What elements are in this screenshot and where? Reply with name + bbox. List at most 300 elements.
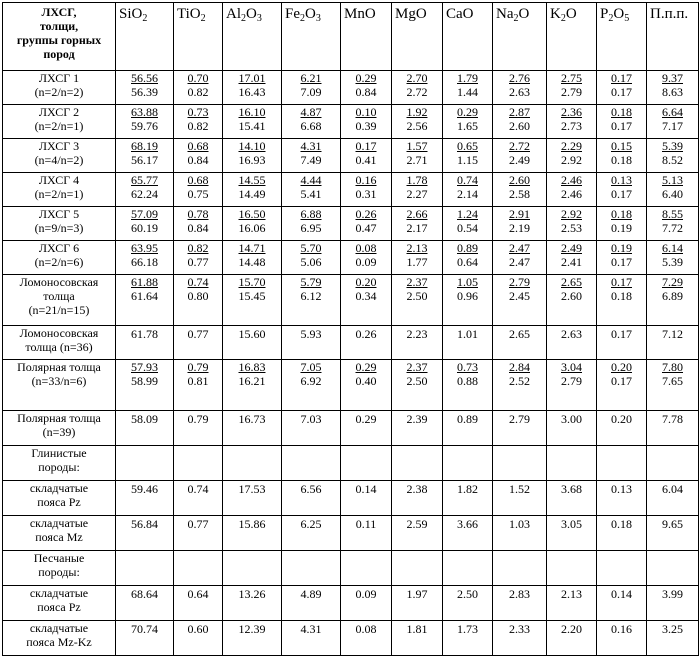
mean-value: 6.25 — [300, 517, 322, 531]
mean-value-underlined: 0.17 — [355, 139, 377, 153]
value-cell — [647, 481, 699, 516]
mean-value: 6.92 — [300, 374, 322, 388]
mean-value: 2.56 — [406, 119, 428, 133]
mean-value: 0.26 — [355, 327, 377, 341]
mean-value: 2.19 — [509, 221, 530, 235]
mean-value-underlined: 4.44 — [300, 173, 322, 187]
mean-value: 68.64 — [131, 587, 158, 601]
row-label — [3, 326, 116, 360]
mean-value-underlined: 2.65 — [561, 275, 582, 289]
mean-value: 0.14 — [355, 482, 377, 496]
mean-value: 16.73 — [238, 412, 266, 426]
mean-value: 2.60 — [561, 289, 582, 303]
value-cell — [647, 326, 699, 360]
value-cell — [282, 360, 341, 411]
row-label-line: (n=4/n=2) — [34, 153, 84, 167]
mean-value: 0.17 — [611, 374, 632, 388]
value-cell — [493, 621, 547, 656]
value-cell — [443, 411, 493, 446]
mean-value: 2.23 — [406, 327, 428, 341]
oxide-tail: O — [518, 6, 530, 22]
header-row — [3, 3, 699, 71]
mean-value-underlined: 1.57 — [406, 139, 428, 153]
mean-value: 0.81 — [187, 374, 209, 388]
value-cell — [493, 551, 547, 586]
oxide-subscript: 5 — [624, 13, 630, 24]
mean-value: 2.13 — [561, 587, 582, 601]
mean-value-underlined: 0.15 — [611, 139, 632, 153]
mean-value-underlined: 16.50 — [238, 207, 266, 221]
value-cell — [647, 275, 699, 326]
row-label-line: ЛХСГ 4 — [38, 173, 80, 187]
mean-value: 15.60 — [238, 327, 266, 341]
mean-value: 0.31 — [355, 187, 377, 201]
mean-value: 3.00 — [561, 412, 582, 426]
value-cell — [282, 71, 341, 105]
oxide-column-header — [282, 3, 341, 71]
mean-value: 0.84 — [187, 221, 209, 235]
table-row — [3, 446, 699, 481]
row-label-line: толща (n=36) — [25, 340, 93, 354]
mean-value-underlined: 8.55 — [662, 207, 683, 221]
mean-value: 1.82 — [457, 482, 478, 496]
row-label — [3, 105, 116, 139]
value-cell — [341, 621, 392, 656]
mean-value-underlined: 1.78 — [406, 173, 428, 187]
value-cell — [223, 586, 282, 621]
row-label-line: ЛХСГ 3 — [38, 139, 80, 153]
value-cell — [547, 173, 597, 207]
value-cell — [341, 326, 392, 360]
value-cell — [493, 139, 547, 173]
mean-value-underlined: 2.91 — [509, 207, 530, 221]
mean-value: 7.12 — [662, 327, 683, 341]
row-label — [3, 481, 116, 516]
table-row — [3, 105, 699, 139]
mean-value-underlined: 5.79 — [300, 275, 322, 289]
mean-value: 1.77 — [406, 255, 428, 269]
oxide-subscript: 2 — [200, 13, 206, 24]
value-cell — [282, 411, 341, 446]
mean-value-underlined: 0.29 — [355, 360, 377, 374]
value-cell — [174, 446, 223, 481]
mean-value: 6.12 — [300, 289, 322, 303]
value-cell — [392, 621, 443, 656]
value-cell — [282, 105, 341, 139]
value-cell — [174, 411, 223, 446]
mean-value-underlined: 1.79 — [457, 71, 478, 85]
value-cell — [547, 481, 597, 516]
mean-value-underlined: 2.92 — [561, 207, 582, 221]
value-cell — [341, 71, 392, 105]
mean-value: 0.64 — [457, 255, 478, 269]
row-label-line: складчатые — [29, 481, 89, 495]
mean-value-underlined: 1.24 — [457, 207, 478, 221]
mean-value: 2.33 — [509, 622, 530, 636]
oxide-column-header — [443, 3, 493, 71]
mean-value: 1.81 — [406, 622, 428, 636]
value-cell — [341, 551, 392, 586]
oxide-column-header — [647, 3, 699, 71]
value-cell — [116, 207, 174, 241]
mean-value: 5.39 — [662, 255, 683, 269]
row-label-line: (n=2/n=1) — [34, 119, 84, 133]
mean-value-underlined: 2.79 — [509, 275, 530, 289]
row-label-line: (n=21/n=15) — [28, 303, 90, 317]
table-row — [3, 139, 699, 173]
value-cell — [116, 241, 174, 275]
row-label-line: толща — [43, 289, 75, 303]
mean-value: 14.49 — [238, 187, 266, 201]
value-cell — [392, 326, 443, 360]
value-cell — [341, 105, 392, 139]
mean-value-underlined: 17.01 — [238, 71, 266, 85]
value-cell — [174, 173, 223, 207]
oxide-base: MnO — [344, 6, 376, 22]
mean-value-underlined: 65.77 — [131, 173, 158, 187]
value-cell — [341, 139, 392, 173]
oxide-composition-table — [2, 2, 699, 656]
value-cell — [282, 241, 341, 275]
row-label-line: (n=9/n=3) — [34, 221, 84, 235]
value-cell — [174, 207, 223, 241]
mean-value: 6.56 — [300, 482, 322, 496]
value-cell — [341, 360, 392, 411]
mean-value: 0.89 — [457, 412, 478, 426]
value-cell — [647, 139, 699, 173]
mean-value: 2.65 — [509, 327, 530, 341]
mean-value-underlined: 2.75 — [561, 71, 582, 85]
mean-value-underlined: 57.93 — [131, 360, 158, 374]
value-cell — [647, 241, 699, 275]
table-row — [3, 173, 699, 207]
mean-value-underlined: 0.73 — [457, 360, 478, 374]
mean-value: 2.45 — [509, 289, 530, 303]
row-label — [3, 207, 116, 241]
mean-value-underlined: 0.17 — [611, 275, 632, 289]
mean-value: 0.20 — [611, 412, 632, 426]
mean-value-underlined: 0.10 — [355, 105, 377, 119]
mean-value: 0.17 — [611, 255, 632, 269]
table-row — [3, 241, 699, 275]
oxide-base: Al — [226, 6, 241, 22]
mean-value: 58.09 — [131, 412, 158, 426]
mean-value: 0.96 — [457, 289, 478, 303]
mean-value: 0.29 — [355, 412, 377, 426]
value-cell — [597, 241, 647, 275]
value-cell — [223, 139, 282, 173]
value-cell — [223, 173, 282, 207]
mean-value-underlined: 3.04 — [561, 360, 582, 374]
value-cell — [597, 551, 647, 586]
oxide-tail: O — [305, 6, 316, 22]
mean-value: 70.74 — [131, 622, 158, 636]
mean-value: 7.49 — [300, 153, 322, 167]
mean-value: 2.46 — [561, 187, 582, 201]
value-cell — [547, 360, 597, 411]
mean-value-underlined: 0.08 — [355, 241, 377, 255]
value-cell — [282, 207, 341, 241]
mean-value: 0.60 — [187, 622, 209, 636]
mean-value-underlined: 57.09 — [131, 207, 158, 221]
mean-value: 2.41 — [561, 255, 582, 269]
value-cell — [597, 621, 647, 656]
table-row — [3, 551, 699, 586]
mean-value-underlined: 5.70 — [300, 241, 322, 255]
mean-value-underlined: 0.17 — [611, 71, 632, 85]
value-cell — [223, 71, 282, 105]
value-cell — [392, 71, 443, 105]
row-label-line: Ломоносовская — [19, 326, 99, 340]
mean-value: 7.65 — [662, 374, 683, 388]
mean-value-underlined: 2.47 — [509, 241, 530, 255]
mean-value: 56.84 — [131, 517, 158, 531]
mean-value: 58.99 — [131, 374, 158, 388]
mean-value: 0.17 — [611, 119, 632, 133]
mean-value: 13.26 — [238, 587, 266, 601]
value-cell — [341, 275, 392, 326]
mean-value: 5.06 — [300, 255, 322, 269]
value-cell — [443, 207, 493, 241]
mean-value-underlined: 2.70 — [406, 71, 428, 85]
mean-value: 2.60 — [509, 119, 530, 133]
mean-value: 3.99 — [662, 587, 683, 601]
value-cell — [443, 551, 493, 586]
value-cell — [116, 360, 174, 411]
row-label-line: пояса Mz-Kz — [26, 635, 92, 649]
value-cell — [547, 586, 597, 621]
mean-value: 16.43 — [238, 85, 266, 99]
mean-value: 62.24 — [131, 187, 158, 201]
mean-value: 2.14 — [457, 187, 478, 201]
table-row — [3, 516, 699, 551]
row-label-line: ЛХСГ 6 — [38, 241, 80, 255]
value-cell — [174, 516, 223, 551]
table-row — [3, 360, 699, 411]
value-cell — [443, 621, 493, 656]
mean-value-underlined: 15.70 — [238, 275, 266, 289]
mean-value: 0.11 — [355, 517, 377, 531]
table-row — [3, 481, 699, 516]
mean-value-underlined: 6.14 — [662, 241, 683, 255]
value-cell — [174, 621, 223, 656]
oxide-tail: O — [613, 6, 625, 22]
value-cell — [341, 481, 392, 516]
value-cell — [597, 516, 647, 551]
value-cell — [493, 411, 547, 446]
value-cell — [647, 173, 699, 207]
mean-value-underlined: 2.37 — [406, 275, 428, 289]
value-cell — [547, 241, 597, 275]
value-cell — [493, 516, 547, 551]
oxide-column-header — [341, 3, 392, 71]
mean-value: 60.19 — [131, 221, 158, 235]
value-cell — [647, 207, 699, 241]
value-cell — [647, 621, 699, 656]
row-label-line: ЛХСГ 2 — [38, 105, 80, 119]
value-cell — [547, 411, 597, 446]
value-cell — [392, 207, 443, 241]
row-label-line: Полярная толща — [17, 360, 101, 374]
value-cell — [597, 173, 647, 207]
mean-value: 0.18 — [611, 517, 632, 531]
value-cell — [443, 71, 493, 105]
mean-value: 0.09 — [355, 587, 377, 601]
row-label-line: складчатые — [29, 516, 89, 530]
mean-value: 0.77 — [187, 517, 209, 531]
mean-value-underlined: 0.13 — [611, 173, 632, 187]
value-cell — [116, 481, 174, 516]
mean-value: 6.68 — [300, 119, 322, 133]
value-cell — [647, 360, 699, 411]
value-cell — [282, 516, 341, 551]
value-cell — [547, 139, 597, 173]
oxide-column-header — [116, 3, 174, 71]
mean-value: 0.41 — [355, 153, 377, 167]
mean-value: 2.27 — [406, 187, 428, 201]
mean-value: 1.97 — [406, 587, 428, 601]
value-cell — [647, 586, 699, 621]
oxide-column-header — [392, 3, 443, 71]
row-label — [3, 275, 116, 326]
mean-value-underlined: 5.39 — [662, 139, 683, 153]
oxide-subscript: 2 — [513, 13, 519, 24]
value-cell — [223, 275, 282, 326]
mean-value-underlined: 16.83 — [238, 360, 266, 374]
oxide-base: Fe — [285, 6, 300, 22]
mean-value: 0.84 — [187, 153, 209, 167]
mean-value-underlined: 7.80 — [662, 360, 683, 374]
value-cell — [116, 446, 174, 481]
mean-value: 1.03 — [509, 517, 530, 531]
mean-value-underlined: 4.87 — [300, 105, 322, 119]
row-label-line: Глинистые — [31, 446, 87, 460]
mean-value: 2.17 — [406, 221, 428, 235]
row-label-line: (n=2/n=6) — [34, 255, 84, 269]
row-label-line: ЛХСГ 5 — [38, 207, 80, 221]
mean-value-underlined: 1.92 — [406, 105, 428, 119]
value-cell — [647, 71, 699, 105]
row-label — [3, 173, 116, 207]
value-cell — [392, 173, 443, 207]
mean-value: 2.79 — [561, 85, 582, 99]
mean-value: 6.04 — [662, 482, 683, 496]
group-column-header — [3, 3, 116, 71]
value-cell — [547, 105, 597, 139]
value-cell — [493, 275, 547, 326]
mean-value: 2.50 — [406, 374, 428, 388]
value-cell — [116, 139, 174, 173]
mean-value: 0.79 — [187, 412, 209, 426]
mean-value: 7.09 — [300, 85, 322, 99]
value-cell — [597, 446, 647, 481]
value-cell — [597, 326, 647, 360]
mean-value: 6.40 — [662, 187, 683, 201]
value-cell — [223, 411, 282, 446]
mean-value-underlined: 0.89 — [457, 241, 478, 255]
mean-value: 2.49 — [509, 153, 530, 167]
mean-value-underlined: 56.56 — [131, 71, 158, 85]
mean-value: 8.63 — [662, 85, 683, 99]
mean-value-underlined: 4.31 — [300, 139, 322, 153]
mean-value: 3.05 — [561, 517, 582, 531]
mean-value: 2.20 — [561, 622, 582, 636]
mean-value: 0.17 — [611, 187, 632, 201]
mean-value: 7.72 — [662, 221, 683, 235]
value-cell — [597, 275, 647, 326]
mean-value: 16.93 — [238, 153, 266, 167]
mean-value: 8.52 — [662, 153, 683, 167]
mean-value-underlined: 0.26 — [355, 207, 377, 221]
row-label — [3, 621, 116, 656]
mean-value: 2.39 — [406, 412, 428, 426]
mean-value: 2.47 — [509, 255, 530, 269]
mean-value-underlined: 9.37 — [662, 71, 683, 85]
mean-value: 0.17 — [611, 85, 632, 99]
table-row — [3, 326, 699, 360]
value-cell — [223, 446, 282, 481]
mean-value-underlined: 0.18 — [611, 105, 632, 119]
mean-value-underlined: 2.87 — [509, 105, 530, 119]
value-cell — [223, 481, 282, 516]
row-label-line: пояса Mz — [35, 530, 83, 544]
oxide-base: K — [550, 6, 561, 22]
mean-value: 3.68 — [561, 482, 582, 496]
mean-value: 15.86 — [238, 517, 266, 531]
mean-value: 0.40 — [355, 374, 377, 388]
mean-value: 3.66 — [457, 517, 478, 531]
table-row — [3, 411, 699, 446]
mean-value-underlined: 2.66 — [406, 207, 428, 221]
row-label — [3, 516, 116, 551]
table-row — [3, 71, 699, 105]
value-cell — [493, 446, 547, 481]
value-cell — [493, 241, 547, 275]
mean-value: 0.82 — [187, 119, 209, 133]
value-cell — [597, 207, 647, 241]
mean-value-underlined: 0.78 — [187, 207, 209, 221]
value-cell — [282, 586, 341, 621]
mean-value: 0.47 — [355, 221, 377, 235]
group-header-line: пород — [43, 47, 75, 61]
row-label-line: (n=39) — [42, 425, 76, 439]
mean-value: 2.92 — [561, 153, 582, 167]
mean-value: 2.58 — [509, 187, 530, 201]
value-cell — [493, 207, 547, 241]
mean-value: 56.17 — [131, 153, 158, 167]
mean-value: 12.39 — [238, 622, 266, 636]
group-header-line: группы горных — [16, 33, 102, 47]
mean-value: 17.53 — [238, 482, 266, 496]
value-cell — [116, 105, 174, 139]
mean-value: 7.78 — [662, 412, 683, 426]
value-cell — [282, 446, 341, 481]
value-cell — [174, 241, 223, 275]
oxide-subscript: 2 — [608, 13, 614, 24]
mean-value: 2.53 — [561, 221, 582, 235]
value-cell — [493, 481, 547, 516]
value-cell — [282, 621, 341, 656]
mean-value: 14.48 — [238, 255, 266, 269]
value-cell — [597, 360, 647, 411]
oxide-base: SiO — [119, 6, 143, 22]
value-cell — [392, 360, 443, 411]
value-cell — [341, 446, 392, 481]
oxide-column-header — [493, 3, 547, 71]
mean-value: 0.77 — [187, 255, 209, 269]
value-cell — [493, 173, 547, 207]
value-cell — [174, 71, 223, 105]
